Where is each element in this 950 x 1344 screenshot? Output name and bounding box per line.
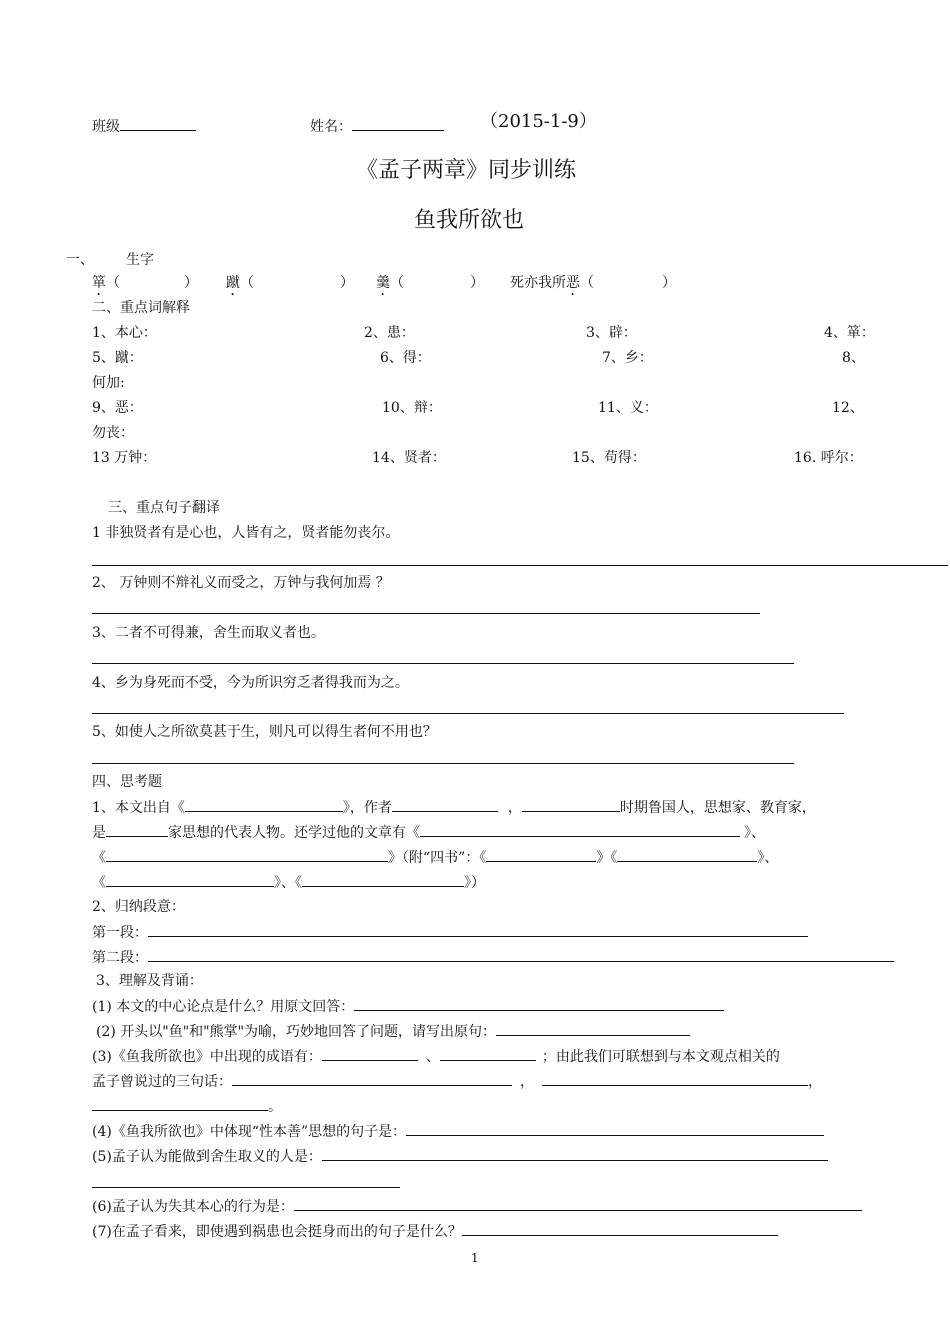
paren-close: ） (662, 275, 676, 291)
answer-line-4[interactable] (92, 713, 844, 714)
q2-para2 (92, 947, 894, 968)
term-15: 15、苟得： (572, 450, 646, 466)
q1-text-b: 》，作者 (342, 800, 392, 816)
pinyin-item-2 (226, 273, 354, 299)
q3-s3-text-b: 、 (425, 1049, 440, 1065)
q1-text-n: 》） (464, 875, 485, 891)
q1-text-k: 》、 (757, 850, 779, 866)
q3-s7-text: (7)在孟子看来，即使遇到祸患也会挺身而出的句子是什么？ (92, 1224, 462, 1240)
q3-s3-end (92, 1096, 282, 1117)
q1-text-m: 》、《 (274, 875, 302, 891)
pinyin-prefix: 死亦我所 (510, 275, 566, 291)
pinyin-char: 羹 (376, 275, 390, 291)
q3-s3-blank-idiom1[interactable] (322, 1046, 418, 1061)
term-7: 7、乡： (602, 350, 653, 366)
sentence-5: 5、如使人之所欲莫甚于生，则凡可以得生者何不用也？ (92, 724, 437, 740)
paren-close: ） (470, 275, 484, 291)
section1-num: 一、 (66, 252, 94, 268)
section3-heading: 三、重点句子翻译 (108, 500, 220, 516)
q1-text-h: 《 (92, 850, 106, 866)
sentence-2: 2、 万钟则不辩礼义而受之，万钟与我何加焉 ？ (92, 575, 390, 591)
pinyin-char: 箪 (92, 275, 106, 291)
q3-s2 (96, 1021, 690, 1042)
q1-text-i: 》（附“四书”：《 (388, 850, 487, 866)
q3-s3-text-c: ；由此我们可联想到与本文观点相关的 (541, 1049, 780, 1065)
q3-heading: 3、理解及背诵： (96, 973, 203, 989)
page-number: 1 (471, 1251, 479, 1265)
q3-s3 (92, 1046, 780, 1067)
q3-s2-text: (2) 开头以"鱼"和"熊掌"为喻，巧妙地回答了问题，请写出原句： (96, 1024, 497, 1040)
q2-heading: 2、归纳段意： (92, 899, 185, 915)
q1-blank-period[interactable] (522, 797, 620, 812)
q3-s3-text-a: (3)《鱼我所欲也》中出现的成语有： (92, 1049, 322, 1065)
sentence-4: 4、乡为身死而不受，今为所识穷乏者得我而为之。 (92, 675, 409, 691)
pinyin-item-3 (376, 273, 484, 299)
class-blank[interactable] (120, 116, 196, 131)
q1-blank-article[interactable] (420, 822, 740, 837)
q1-text-l: 《 (92, 875, 106, 891)
q3-s1 (92, 996, 724, 1017)
q1-text-a: 1、本文出自《 (92, 800, 185, 816)
q3-s3-blank-quote3[interactable] (92, 1096, 268, 1111)
term-10: 10、辩： (382, 400, 442, 416)
q1-blank-book2[interactable] (617, 847, 757, 862)
q1-text-e: 是 (92, 825, 106, 841)
class-label (92, 116, 196, 137)
paren-open: （ (580, 275, 594, 291)
q1-blank-school[interactable] (106, 822, 168, 837)
pinyin-item-1 (92, 273, 198, 299)
q1-text-f: 家思想的代表人物。还学过他的文章有《 (168, 825, 420, 841)
q1-blank-article2[interactable] (106, 847, 388, 862)
answer-line-2[interactable] (92, 613, 760, 614)
q3-s5-text: (5)孟子认为能做到舍生取义的人是： (92, 1149, 322, 1165)
q3-s6-text: (6)孟子认为失其本心的行为是： (92, 1199, 294, 1215)
paren-close: ） (340, 275, 354, 291)
page-subtitle: 鱼我所欲也 (414, 208, 525, 233)
q2-para2-blank[interactable] (148, 947, 894, 962)
pinyin-blank-3[interactable] (404, 273, 470, 287)
term-9: 9、恶： (92, 400, 143, 416)
section1-heading: 生字 (126, 252, 154, 268)
q2-para1-label: 第一段： (92, 925, 148, 941)
q3-s3-blank-quote1[interactable] (232, 1071, 512, 1086)
q3-s3-text-g: 。 (268, 1099, 282, 1115)
paren-open: （ (390, 275, 404, 291)
page-title: 《孟子两章》同步训练 (356, 158, 577, 183)
q3-s5-blank-line2[interactable] (92, 1187, 400, 1188)
q3-s4-text: (4)《鱼我所欲也》中体现“性本善”思想的句子是： (92, 1124, 407, 1140)
q3-s7 (92, 1221, 778, 1242)
answer-line-3[interactable] (92, 663, 794, 664)
q3-s1-text: (1) 本文的中心论点是什么？用原文回答： (92, 999, 355, 1015)
q3-s6-blank[interactable] (294, 1196, 862, 1211)
q3-s3-text-f: ， (808, 1074, 822, 1090)
paren-close: ） (184, 275, 198, 291)
term-6: 6、得： (380, 350, 431, 366)
q1-line3 (92, 847, 778, 868)
pinyin-char: 蹴 (226, 275, 240, 291)
q3-s4 (92, 1121, 824, 1142)
q3-s1-blank[interactable] (354, 996, 724, 1011)
section2-heading: 二、重点词解释 (92, 300, 190, 316)
term-13: 13 万钟： (92, 450, 157, 466)
q3-s3-cont (92, 1071, 822, 1092)
term-8-cont: 何加: (92, 375, 125, 391)
q1-text-g: 》、 (744, 825, 765, 841)
sentence-1: 1 非独贤者有是心也，人皆有之，贤者能勿丧尔。 (92, 525, 400, 541)
name-blank[interactable] (352, 116, 444, 131)
q3-s5 (92, 1146, 828, 1167)
term-3: 3、辟： (586, 325, 637, 341)
term-11: 11、义： (598, 400, 658, 416)
q1-blank-author[interactable] (392, 797, 498, 812)
term-12: 12、 (832, 400, 864, 416)
q1-line2 (92, 822, 765, 843)
q1-blank-book1[interactable] (486, 847, 596, 862)
pinyin-char: 恶 (566, 275, 580, 291)
paren-open: （ (240, 275, 254, 291)
q2-para1 (92, 922, 808, 943)
term-8: 8、 (842, 350, 865, 366)
term-5: 5、蹴： (92, 350, 143, 366)
term-4: 4、箪： (824, 325, 875, 341)
term-14: 14、贤者： (372, 450, 446, 466)
q3-s3-text-e: ， (520, 1074, 534, 1090)
q3-s3-blank-idiom2[interactable] (440, 1046, 536, 1061)
q3-s6 (92, 1196, 862, 1217)
answer-line-1[interactable] (92, 565, 948, 566)
q1-blank-book3[interactable] (106, 872, 274, 887)
q3-s3-text-d: 孟子曾说过的三句话： (92, 1074, 232, 1090)
q1-text-j: 》《 (596, 850, 618, 866)
name-label-text: 姓名： (310, 119, 352, 135)
q3-s2-blank[interactable] (496, 1021, 690, 1036)
name-label (310, 116, 444, 137)
answer-line-5[interactable] (92, 763, 794, 764)
q1-blank-book[interactable] (185, 797, 343, 812)
q1-line1 (92, 797, 816, 818)
section4-heading: 四、思考题 (92, 774, 162, 790)
q2-para1-blank[interactable] (148, 922, 808, 937)
pinyin-blank-4[interactable] (594, 273, 662, 287)
pinyin-blank-1[interactable] (120, 273, 184, 287)
q1-blank-book4[interactable] (302, 872, 464, 887)
class-label-text: 班级 (92, 119, 120, 135)
date-text: （2015-1-9） (480, 111, 597, 132)
q3-s7-blank[interactable] (462, 1221, 778, 1236)
q1-text-c: ， (507, 800, 522, 816)
paren-open: （ (106, 275, 120, 291)
sentence-3: 3、二者不可得兼，舍生而取义者也。 (92, 625, 325, 641)
term-12-cont: 勿丧： (92, 425, 134, 441)
term-2: 2、患： (364, 325, 415, 341)
pinyin-item-4 (510, 273, 676, 299)
pinyin-blank-2[interactable] (254, 273, 340, 287)
q3-s5-blank[interactable] (322, 1146, 828, 1161)
q2-para2-label: 第二段： (92, 950, 148, 966)
q1-text-d: 时期鲁国人，思想家、教育家， (619, 800, 816, 816)
term-16: 16. 呼尔： (794, 450, 863, 466)
q3-s3-blank-quote2[interactable] (542, 1071, 808, 1086)
term-1: 1、本心： (92, 325, 157, 341)
q3-s4-blank[interactable] (406, 1121, 824, 1136)
q1-line4 (92, 872, 485, 893)
